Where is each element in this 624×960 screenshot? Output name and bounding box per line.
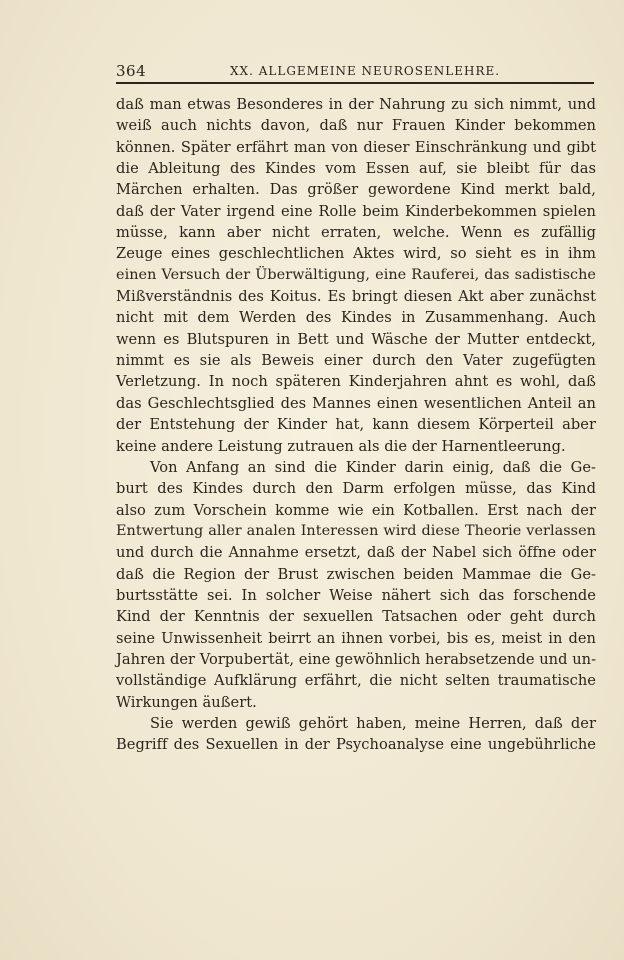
text-line: der Entstehung der Kinder hat, kann diesem Körperteil aber xyxy=(116,416,596,434)
text-line: Jahren der Vorpubertät, eine gewöhnlich herabsetzende und un- xyxy=(116,650,597,668)
text-line: können. Später erfährt man von dieser Einschränkung und gibt xyxy=(116,138,596,156)
text-line: also zum Vorschein komme wie ein Kotballen. Erst nach der xyxy=(116,501,596,519)
body-text xyxy=(116,94,596,756)
text-line: keine andere Leistung zutrauen als die der Harnentleerung. xyxy=(116,437,566,455)
text-line: Wirkungen äußert. xyxy=(116,693,257,711)
header-rule xyxy=(116,82,594,84)
text-line: Zeuge eines geschlechtlichen Aktes wird, so sieht es in ihm xyxy=(116,245,596,263)
text-line: Mißverständnis des Koitus. Es bringt diesen Akt aber zunächst xyxy=(116,288,596,306)
text-line: vollständige Aufklärung erfährt, die nicht selten traumatische xyxy=(116,672,596,690)
text-line: Sie werden gewiß gehört haben, meine Herren, daß der xyxy=(150,714,596,732)
text-line: das Geschlechtsglied des Mannes einen wesentlichen Anteil an xyxy=(116,394,596,412)
text-line: und durch die Annahme ersetzt, daß der Nabel sich öffne oder xyxy=(116,544,596,562)
text-line: einen Versuch der Überwältigung, eine Rauferei, das sadistische xyxy=(116,266,596,283)
text-line: nicht mit dem Werden des Kindes in Zusammenhang. Auch xyxy=(116,309,596,327)
text-line: Begriff des Sexuellen in der Psychoanalyse eine ungebührliche xyxy=(116,736,596,754)
text-line: daß der Vater irgend eine Rolle beim Kinderbekommen spielen xyxy=(116,202,596,220)
text-line: die Ableitung des Kindes vom Essen auf, sie bleibt für das xyxy=(116,160,596,178)
text-line: nimmt es sie als Beweis einer durch den Vater zugefügten xyxy=(116,352,596,370)
running-head: XX. ALLGEMEINE NEUROSENLEHRE. xyxy=(230,64,501,78)
text-line: burtsstätte sei. In solcher Weise nähert sich das forschende xyxy=(116,586,596,604)
text-line: weiß auch nichts davon, daß nur Frauen Kinder bekommen xyxy=(116,117,596,135)
text-line: Kind der Kenntnis der sexuellen Tatsachen oder geht durch xyxy=(116,608,596,626)
text-line: seine Unwissenheit beirrt an ihnen vorbei, bis es, meist in den xyxy=(116,629,596,647)
text-line: müsse, kann aber nicht erraten, welche. Wenn es zufällig xyxy=(116,224,596,242)
text-line: Märchen erhalten. Das größer gewordene Kind merkt bald, xyxy=(116,181,596,199)
text-line: Verletzung. In noch späteren Kinderjahren ahnt es wohl, daß xyxy=(116,373,596,391)
text-line: daß man etwas Besonderes in der Nahrung zu sich nimmt, und xyxy=(116,96,596,113)
text-line: Entwertung aller analen Interessen wird diese Theorie verlassen xyxy=(116,522,596,539)
text-line: wenn es Blutspuren in Bett und Wäsche der Mutter entdeckt, xyxy=(116,330,596,348)
text-line: Von Anfang an sind die Kinder darin einig, daß die Ge- xyxy=(150,458,596,476)
page-header xyxy=(116,58,594,84)
text-line: daß die Region der Brust zwischen beiden Mammae die Ge- xyxy=(116,565,596,583)
page-number: 364 xyxy=(116,62,147,80)
text-line: burt des Kindes durch den Darm erfolgen müsse, das Kind xyxy=(116,480,596,498)
